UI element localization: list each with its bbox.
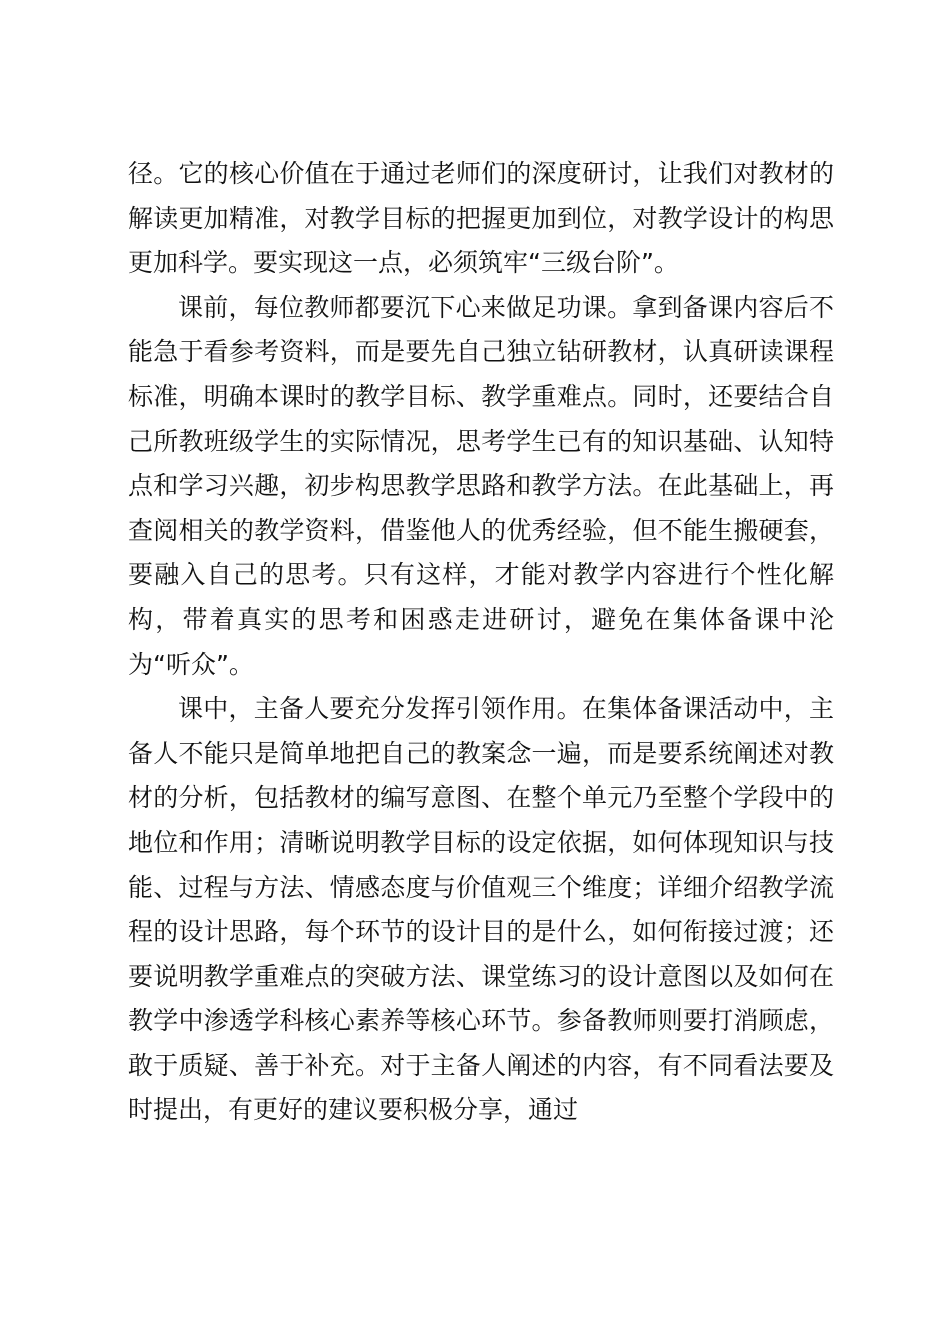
paragraph-before-class: 课前，每位教师都要沉下心来做足功课。拿到备课内容后不能急于看参考资料，而是要先自己独立钻研教材，认真研读课程标准，明确本课时的教学目标、教学重难点。同时，还要结合自己所教班级学生的实际情况，思考学生已有的知识基础、认知特点和学习兴趣，初步构思教学思路和教学方法。在此基础上，再查阅相关的教学资料，借鉴他人的优秀经验，但不能生搬硬套，要融入自己的思考。只有这样，才能对教学内容进行个性化解构，带着真实的思考和困惑走进研讨，避免在集体备课中沦为“听众”。 bbox=[128, 292, 834, 679]
paragraph-continuation: 径。它的核心价值在于通过老师们的深度研讨，让我们对教材的解读更加精准，对教学目标的把握更加到位，对教学设计的构思更加科学。要实现这一点，必须筑牢“三级台阶”。 bbox=[128, 159, 834, 278]
document-body bbox=[128, 152, 834, 1133]
paragraph-during-class: 课中，主备人要充分发挥引领作用。在集体备课活动中，主备人不能只是简单地把自己的教案念一遍，而是要系统阐述对教材的分析，包括教材的编写意图、在整个单元乃至整个学段中的地位和作用；清晰说明教学目标的设定依据，如何体现知识与技能、过程与方法、情感态度与价值观三个维度；详细介绍教学流程的设计思路，每个环节的设计目的是什么，如何衔接过渡；还要说明教学重难点的突破方法、课堂练习的设计意图以及如何在教学中渗透学科核心素养等核心环节。参备教师则要打消顾虑，敢于质疑、善于补充。对于主备人阐述的内容，有不同看法要及时提出，有更好的建议要积极分享，通过 bbox=[128, 694, 834, 1125]
